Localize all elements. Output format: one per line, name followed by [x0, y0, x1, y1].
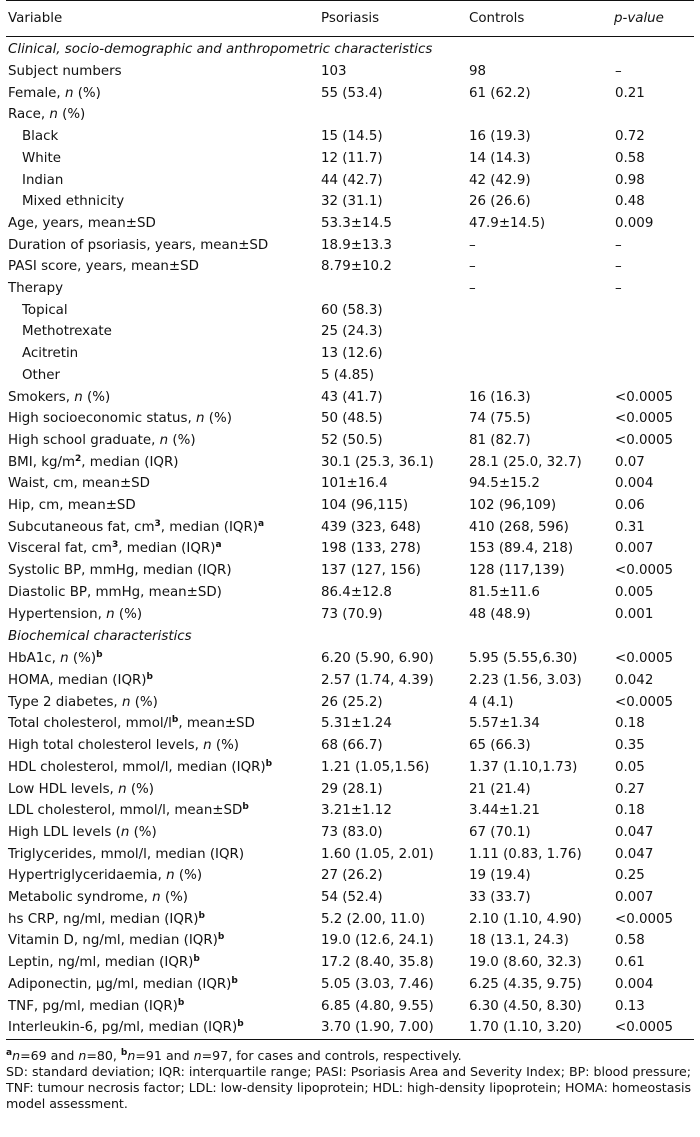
- italic-n: n: [49, 107, 58, 123]
- row-psoriasis: 104 (96,115): [321, 498, 409, 514]
- row-controls: 81.5±11.6: [469, 584, 540, 600]
- table-row: [6, 473, 694, 495]
- row-variable: Hip, cm, mean±SD: [8, 498, 136, 514]
- row-controls: 4 (4.1): [469, 694, 514, 710]
- row-psoriasis: 68 (66.7): [321, 738, 383, 754]
- superscript: b: [177, 997, 185, 1008]
- italic-n: n: [121, 694, 131, 710]
- fn-n1: n: [12, 1047, 21, 1063]
- row-controls: –: [469, 237, 476, 253]
- row-psoriasis: 439 (323, 648): [321, 519, 421, 535]
- superscript: b: [146, 671, 153, 682]
- row-psoriasis: 103: [321, 64, 347, 79]
- superscript: b: [237, 1019, 244, 1030]
- row-variable: Vitamin D, ng/ml, median (IQR)$^b$: [8, 932, 225, 949]
- table-row: [6, 1017, 694, 1039]
- row-variable: HbA1c, n (%)$^b$: [8, 650, 103, 667]
- row-psoriasis: 12 (11.7): [321, 150, 383, 166]
- row-psoriasis: 5.31±1.24: [321, 716, 392, 732]
- row-variable: Hypertriglyceridaemia, n (%): [8, 868, 203, 884]
- results-table-page: [6, 0, 694, 1112]
- row-controls: 94.5±15.2: [469, 476, 540, 492]
- table-row: [6, 582, 694, 604]
- row-psoriasis: 32 (31.1): [321, 194, 383, 210]
- row-variable: Indian: [22, 172, 64, 188]
- table-row: [6, 844, 694, 866]
- row-controls: 2.23 (1.56, 3.03): [469, 672, 582, 688]
- table-row: [6, 365, 694, 387]
- table-row: [6, 538, 694, 560]
- row-controls: 410 (268, 596): [469, 519, 569, 535]
- row-controls: 2.10 (1.10, 4.90): [469, 911, 582, 927]
- row-controls: 33 (33.7): [469, 890, 531, 906]
- row-pvalue: 0.042: [615, 672, 654, 688]
- row-variable: PASI score, years, mean±SD: [8, 259, 199, 275]
- table-row: [6, 779, 694, 801]
- fn-t3: =91 and: [135, 1047, 194, 1063]
- row-pvalue: 0.98: [615, 172, 645, 188]
- row-variable: BMI, $kg/m^2$, median (IQR): [8, 453, 179, 470]
- row-variable: Adiponectin, μg/ml, median (IQR)$^b$: [8, 975, 238, 992]
- row-controls: [467, 321, 612, 343]
- row-psoriasis: 73 (83.0): [321, 824, 383, 840]
- row-psoriasis: 3.70 (1.90, 7.00): [319, 1017, 467, 1039]
- table-row: [6, 865, 694, 887]
- fn-n2: n: [78, 1047, 87, 1063]
- row-pvalue: 0.61: [615, 955, 645, 971]
- row-psoriasis: [319, 278, 467, 300]
- row-variable: Other: [22, 367, 61, 383]
- row-pvalue: [612, 104, 694, 126]
- row-controls: 61 (62.2): [469, 85, 531, 101]
- row-variable: Black: [22, 129, 59, 145]
- row-pvalue: 0.047: [615, 846, 654, 862]
- row-psoriasis: 13 (12.6): [321, 346, 383, 362]
- header-psoriasis: Psoriasis: [319, 1, 467, 37]
- table-row: [6, 83, 694, 105]
- table-row: [6, 213, 694, 235]
- row-variable: Therapy: [8, 281, 64, 297]
- table-row: [6, 235, 694, 257]
- row-pvalue: 0.31: [615, 519, 645, 535]
- row-psoriasis: 50 (48.5): [321, 411, 383, 427]
- header-variable: Variable: [6, 1, 319, 37]
- table-row: [6, 909, 694, 931]
- row-variable: High socioeconomic status, n (%): [8, 411, 232, 427]
- row-controls: 6.30 (4.50, 8.30): [469, 998, 582, 1014]
- italic-n: n: [64, 85, 74, 101]
- row-pvalue: 0.004: [615, 976, 654, 992]
- superscript: b: [193, 954, 200, 965]
- row-psoriasis: 86.4±12.8: [321, 584, 392, 600]
- row-variable: Subcutaneous fat, $cm^3$, median (IQR)$^a$: [8, 518, 265, 535]
- row-controls: 42 (42.9): [469, 172, 531, 188]
- section-clinical: [6, 37, 694, 626]
- row-controls: 48 (48.9): [469, 606, 531, 622]
- row-pvalue: <0.0005: [615, 389, 674, 405]
- row-pvalue: [612, 300, 694, 322]
- row-psoriasis: 17.2 (8.40, 35.8): [321, 955, 434, 971]
- row-variable: Waist, cm, mean±SD: [8, 476, 150, 492]
- row-psoriasis: 6.85 (4.80, 9.55): [321, 998, 434, 1014]
- table-row: [6, 974, 694, 996]
- table-row: [6, 713, 694, 735]
- row-psoriasis: 53.3±14.5: [321, 215, 392, 231]
- row-psoriasis: 3.21±1.12: [321, 803, 392, 819]
- row-pvalue: <0.0005: [612, 1017, 694, 1039]
- table-row: [6, 648, 694, 670]
- row-controls: 47.9±14.5): [469, 215, 546, 231]
- row-controls: 153 (89.4, 218): [469, 541, 574, 557]
- fn-t4: =97, for cases and controls, respectively.: [201, 1047, 462, 1063]
- row-psoriasis: 29 (28.1): [321, 781, 383, 797]
- row-pvalue: [612, 343, 694, 365]
- row-controls: 19 (19.4): [469, 868, 531, 884]
- row-variable: Age, years, mean±SD: [8, 215, 156, 231]
- table-row: [6, 278, 694, 300]
- row-pvalue: 0.58: [615, 150, 645, 166]
- superscript: 2: [75, 453, 82, 464]
- row-controls: 26 (26.6): [469, 194, 531, 210]
- superscript: b: [242, 802, 249, 813]
- row-pvalue: 0.004: [615, 476, 654, 492]
- table-row: [6, 952, 694, 974]
- row-variable: Acitretin: [22, 346, 79, 362]
- table-row: [6, 452, 694, 474]
- section-biochemical: [6, 625, 694, 1039]
- row-pvalue: <0.0005: [615, 563, 674, 579]
- row-variable: Hypertension, n (%): [8, 606, 143, 622]
- row-controls: 98: [469, 64, 487, 79]
- fn-n3: n: [127, 1047, 136, 1063]
- row-pvalue: [612, 365, 694, 387]
- table-row: [6, 604, 694, 626]
- row-variable: Topical: [22, 302, 68, 318]
- row-variable: Race, n (%): [8, 107, 86, 123]
- row-variable: High LDL levels (n (%): [8, 824, 157, 840]
- row-controls: –: [469, 259, 476, 275]
- row-pvalue: –: [615, 259, 622, 275]
- row-controls: 5.95 (5.55,6.30): [469, 651, 578, 667]
- row-psoriasis: 5 (4.85): [321, 367, 375, 383]
- italic-n: n: [60, 651, 69, 667]
- section-title-row: [6, 625, 694, 648]
- row-pvalue: 0.005: [615, 584, 654, 600]
- italic-n: n: [152, 890, 161, 906]
- table-row: [6, 256, 694, 278]
- row-psoriasis: 18.9±13.3: [321, 237, 392, 253]
- table-row: [6, 560, 694, 582]
- superscript: b: [231, 975, 238, 986]
- row-psoriasis: 6.20 (5.90, 6.90): [321, 651, 434, 667]
- row-pvalue: –: [615, 237, 622, 253]
- row-psoriasis: 55 (53.4): [321, 85, 383, 101]
- table-row: [6, 495, 694, 517]
- row-pvalue: 0.047: [615, 824, 654, 840]
- row-pvalue: 0.001: [615, 606, 654, 622]
- footnote-abbreviations: SD: standard deviation; IQR: interquartile range; PASI: Psoriasis Area and Severity Index; BP: blood pressure; TNF: tumour necrosis factor; LDL: low-density lipoprotein; HDL: high-density lipoprotein; HOMA: homeostasis model assessment.: [6, 1063, 692, 1111]
- fn-t2: =80,: [86, 1047, 121, 1063]
- section-title: Clinical, socio-demographic and anthropometric characteristics: [8, 42, 433, 57]
- row-variable: HOMA, median (IQR)$^b$: [8, 671, 153, 688]
- row-pvalue: 0.13: [615, 998, 645, 1014]
- table-row: [6, 800, 694, 822]
- row-pvalue: 0.35: [615, 738, 645, 754]
- row-variable: Diastolic BP, mmHg, mean±SD): [8, 584, 222, 600]
- row-variable: Smokers, n (%): [8, 389, 111, 405]
- characteristics-table: [6, 0, 694, 1040]
- italic-n: n: [74, 389, 83, 405]
- row-variable: Female, n (%): [8, 85, 101, 101]
- italic-n: n: [118, 781, 127, 797]
- row-controls: 67 (70.1): [469, 824, 531, 840]
- row-psoriasis: 1.60 (1.05, 2.01): [321, 846, 434, 862]
- table-row: [6, 170, 694, 192]
- row-variable: Duration of psoriasis, years, mean±SD: [8, 237, 269, 253]
- table-footnotes: [6, 1048, 694, 1112]
- row-controls: 5.57±1.34: [469, 716, 540, 732]
- table-row: [6, 930, 694, 952]
- row-psoriasis: 73 (70.9): [321, 606, 383, 622]
- row-variable: Triglycerides, mmol/l, median (IQR): [8, 846, 245, 862]
- row-variable: Metabolic syndrome, n (%): [8, 890, 189, 906]
- table-row: [6, 517, 694, 539]
- row-psoriasis: 137 (127, 156): [321, 563, 421, 579]
- row-psoriasis: 5.05 (3.03, 7.46): [321, 976, 434, 992]
- table-row: [6, 430, 694, 452]
- section-title-row: [6, 37, 694, 62]
- row-pvalue: <0.0005: [615, 694, 674, 710]
- table-row: [6, 387, 694, 409]
- italic-n: n: [166, 868, 175, 884]
- row-controls: 28.1 (25.0, 32.7): [469, 454, 582, 470]
- header-pvalue-text: p-value: [614, 11, 664, 26]
- row-controls: 6.25 (4.35, 9.75): [469, 976, 582, 992]
- table-row: [6, 191, 694, 213]
- row-pvalue: 0.007: [615, 890, 654, 906]
- table-header-row: [6, 1, 694, 37]
- row-controls: 21 (21.4): [469, 781, 531, 797]
- row-variable: hs CRP, ng/ml, median (IQR)$^b$: [8, 910, 205, 927]
- row-variable: TNF, pg/ml, median (IQR)$^b$: [8, 997, 185, 1014]
- row-variable: Low HDL levels, n (%): [8, 781, 154, 797]
- row-psoriasis: 43 (41.7): [321, 389, 383, 405]
- row-psoriasis: 52 (50.5): [321, 432, 383, 448]
- fn-t1: =69 and: [20, 1047, 79, 1063]
- row-psoriasis: 19.0 (12.6, 24.1): [321, 933, 434, 949]
- row-pvalue: 0.58: [615, 933, 645, 949]
- footnote-superscript: a: [258, 518, 265, 529]
- row-controls: 16 (19.3): [469, 129, 531, 145]
- table-row: [6, 822, 694, 844]
- section-title: Biochemical characteristics: [8, 629, 192, 645]
- table-row: [6, 148, 694, 170]
- row-variable: White: [22, 150, 61, 166]
- row-controls: 16 (16.3): [469, 389, 531, 405]
- row-pvalue: 0.25: [615, 868, 645, 884]
- row-controls: 1.11 (0.83, 1.76): [469, 846, 582, 862]
- row-pvalue: 0.27: [615, 781, 645, 797]
- row-controls: 3.44±1.21: [469, 803, 540, 819]
- table-row: [6, 670, 694, 692]
- row-psoriasis: 54 (52.4): [321, 890, 383, 906]
- table-row: [6, 887, 694, 909]
- superscript: b: [171, 715, 179, 726]
- row-variable: Leptin, ng/ml, median (IQR)$^b$: [8, 954, 200, 971]
- table-row: [6, 126, 694, 148]
- italic-n: n: [106, 606, 115, 622]
- footnote-sample-sizes: [6, 1048, 694, 1064]
- row-variable: Type 2 diabetes, n (%): [8, 694, 158, 710]
- row-pvalue: 0.18: [615, 803, 645, 819]
- row-variable: HDL cholesterol, mmol/l, median (IQR)$^b$: [8, 758, 273, 775]
- table-row: [6, 996, 694, 1018]
- fn-n4: n: [193, 1047, 202, 1063]
- row-pvalue: [612, 321, 694, 343]
- row-pvalue: 0.48: [615, 194, 645, 210]
- table-row: [6, 300, 694, 322]
- row-variable: Visceral fat, $cm^3$, median (IQR)$^a$: [8, 540, 222, 557]
- row-psoriasis: [319, 104, 467, 126]
- table-row: [6, 321, 694, 343]
- row-pvalue: –: [615, 281, 622, 297]
- row-psoriasis: 15 (14.5): [321, 129, 383, 145]
- row-controls: 18 (13.1, 24.3): [469, 933, 569, 949]
- italic-n: n: [203, 738, 212, 754]
- row-psoriasis: 26 (25.2): [321, 694, 383, 710]
- row-pvalue: 0.05: [615, 759, 645, 775]
- footnote-marker-b: b: [120, 1047, 128, 1058]
- row-pvalue: 0.007: [615, 541, 654, 557]
- row-controls: 74 (75.5): [469, 411, 531, 427]
- row-variable: Interleukin-6, pg/ml, median (IQR)$^b$: [6, 1017, 319, 1039]
- row-psoriasis: 198 (133, 278): [321, 541, 421, 557]
- row-psoriasis: 5.2 (2.00, 11.0): [321, 911, 426, 927]
- row-pvalue: <0.0005: [615, 651, 674, 667]
- superscript: 3: [111, 540, 119, 551]
- row-pvalue: 0.18: [615, 716, 645, 732]
- row-variable: Systolic BP, mmHg, median (IQR): [8, 563, 232, 579]
- row-controls: 19.0 (8.60, 32.3): [469, 955, 582, 971]
- italic-n: n: [196, 411, 205, 427]
- row-controls: –: [469, 281, 476, 297]
- italic-n: n: [120, 824, 130, 840]
- table-row: [6, 757, 694, 779]
- row-controls: 1.70 (1.10, 3.20): [467, 1017, 612, 1039]
- row-controls: 14 (14.3): [469, 150, 531, 166]
- row-psoriasis: 1.21 (1.05,1.56): [321, 759, 430, 775]
- row-controls: 1.37 (1.10,1.73): [469, 759, 578, 775]
- row-psoriasis: 60 (58.3): [321, 302, 383, 318]
- row-variable: High total cholesterol levels, n (%): [8, 738, 240, 754]
- footnote-superscript: a: [215, 540, 222, 551]
- table-row: [6, 735, 694, 757]
- row-pvalue: <0.0005: [615, 411, 674, 427]
- row-psoriasis: 8.79±10.2: [321, 259, 392, 275]
- row-pvalue: <0.0005: [615, 911, 674, 927]
- row-pvalue: 0.72: [615, 129, 645, 145]
- row-variable: Mixed ethnicity: [22, 194, 125, 210]
- row-psoriasis: 25 (24.3): [321, 324, 383, 340]
- row-controls: [467, 343, 612, 365]
- row-controls: [467, 104, 612, 126]
- row-pvalue: 0.009: [615, 215, 654, 231]
- row-pvalue: <0.0005: [615, 432, 674, 448]
- table-row: [6, 104, 694, 126]
- row-psoriasis: 30.1 (25.3, 36.1): [321, 454, 434, 470]
- row-pvalue: 0.07: [615, 454, 645, 470]
- row-variable: Subject numbers: [8, 64, 122, 79]
- superscript: 3: [154, 518, 161, 529]
- superscript: b: [265, 758, 273, 769]
- row-pvalue: 0.21: [615, 85, 645, 101]
- italic-n: n: [159, 432, 169, 448]
- table-row: [6, 343, 694, 365]
- header-controls: Controls: [467, 1, 612, 37]
- row-variable: Total cholesterol, mmol/$l^b$, mean±SD: [8, 715, 255, 732]
- table-row: [6, 61, 694, 83]
- row-controls: 102 (96,109): [469, 498, 557, 514]
- row-pvalue: –: [615, 64, 622, 79]
- superscript: b: [96, 650, 103, 661]
- row-controls: [467, 300, 612, 322]
- row-variable: Methotrexate: [22, 324, 112, 340]
- row-psoriasis: 44 (42.7): [321, 172, 383, 188]
- row-psoriasis: 2.57 (1.74, 4.39): [321, 672, 434, 688]
- row-variable: High school graduate, n (%): [8, 432, 196, 448]
- row-psoriasis: 27 (26.2): [321, 868, 383, 884]
- row-controls: 81 (82.7): [469, 432, 531, 448]
- superscript: b: [217, 932, 225, 943]
- row-psoriasis: 101±16.4: [321, 476, 388, 492]
- header-pvalue: [612, 1, 694, 37]
- footnote-marker-a: a: [6, 1047, 13, 1058]
- superscript: b: [198, 910, 205, 921]
- row-controls: 128 (117,139): [469, 563, 565, 579]
- row-controls: 65 (66.3): [469, 738, 531, 754]
- row-pvalue: 0.06: [615, 498, 645, 514]
- row-controls: [467, 365, 612, 387]
- table-row: [6, 408, 694, 430]
- row-variable: LDL cholesterol, mmol/l, $mean\pm SD^b$: [8, 802, 249, 819]
- table-row: [6, 692, 694, 714]
